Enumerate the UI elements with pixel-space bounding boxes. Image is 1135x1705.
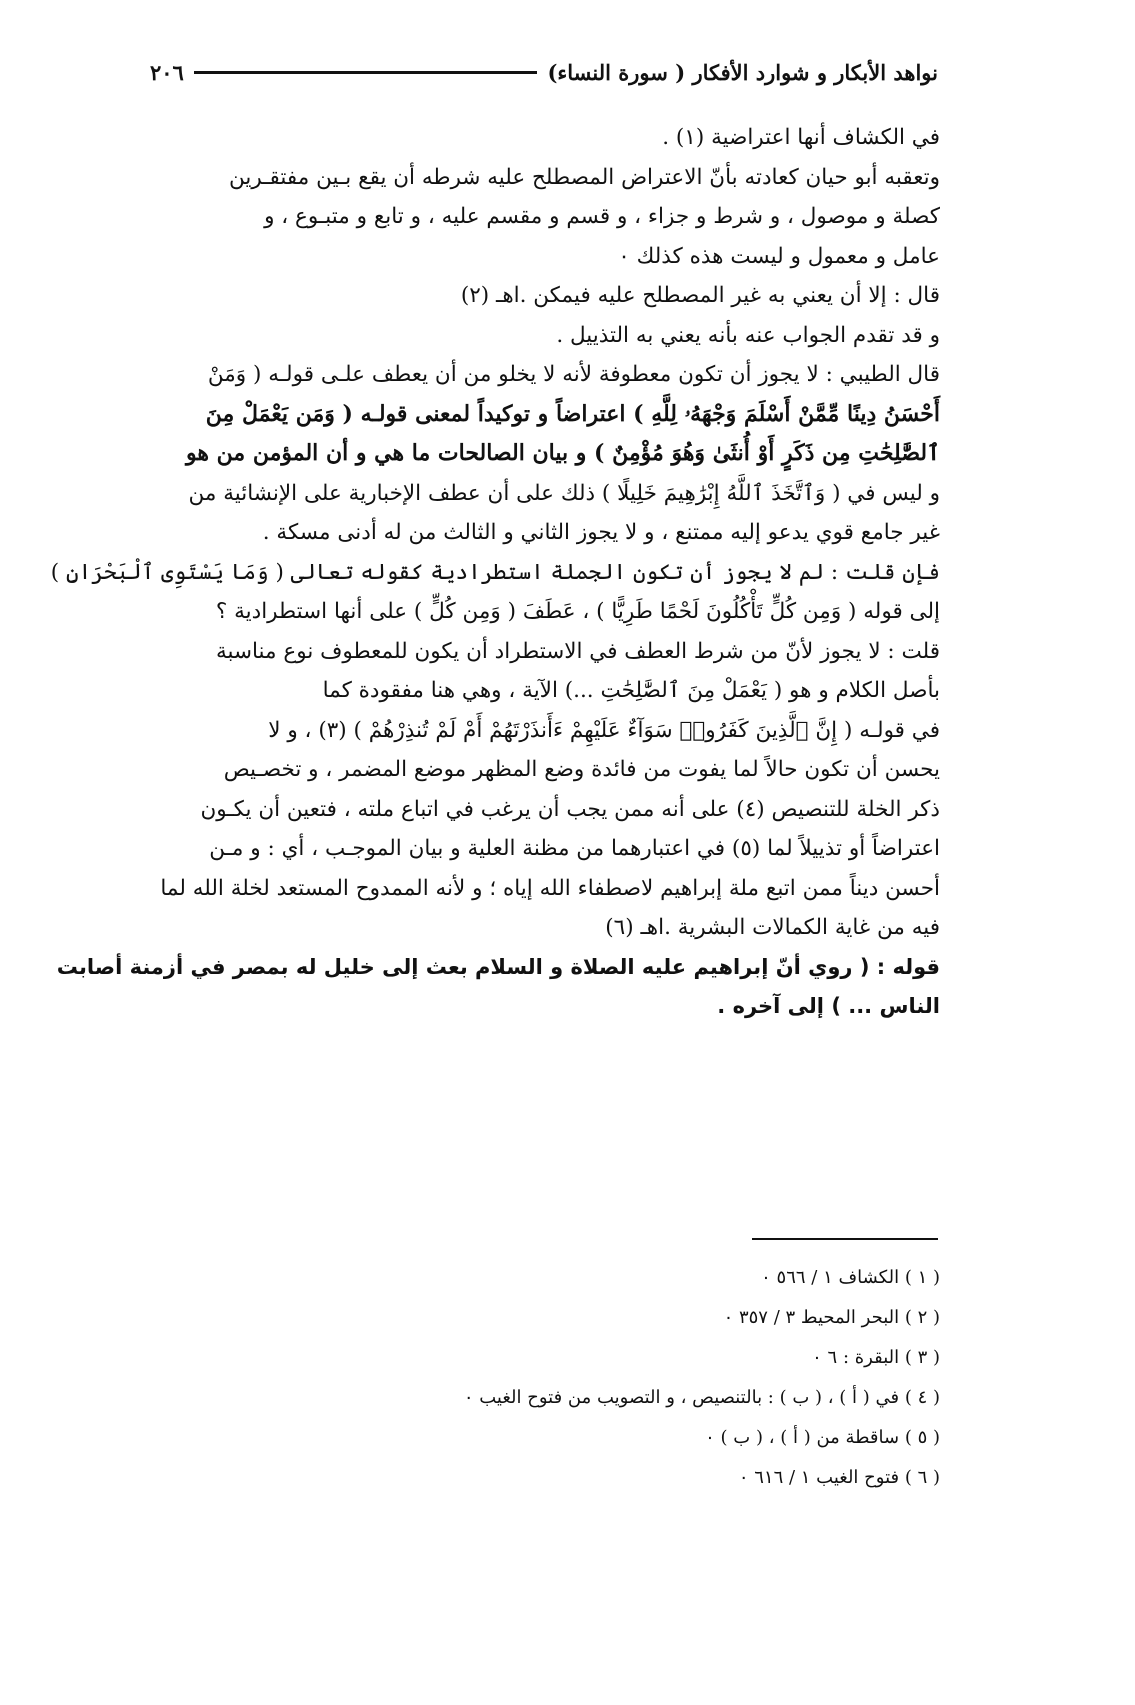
text-line: اعتراضاً أو تذييلاً لما (٥) في اعتبارهما من مظنة العلية و بيان الموجـب ، أي : و مـن (209, 836, 940, 861)
footnote: ( ١ ) الكشاف ١ / ٥٦٦ ٠ (761, 1267, 940, 1288)
footnote: ( ٤ ) في ( أ ) ، ( ب ) : بالتنصيص ، و التصويب من فتوح الغيب ٠ (463, 1387, 940, 1408)
footnote-separator (752, 1238, 938, 1240)
text-line: في الكشاف أنها اعتراضية (١) . (662, 125, 940, 150)
footnote: ( ٣ ) البقرة : ٦ ٠ (812, 1347, 940, 1368)
running-header (150, 52, 938, 92)
footnote: ( ٥ ) ساقطة من ( أ ) ، ( ب ) ٠ (705, 1427, 940, 1448)
text-line: كصلة و موصول ، و شرط و جزاء ، و قسم و مقسم عليه ، و تابع و متبـوع ، و (264, 204, 940, 229)
text-line: وتعقبه أبو حيان كعادته بأنّ الاعتراض المصطلح عليه شرطه أن يقع بـين مفتقـرين (229, 164, 940, 190)
page-number: ٢٠٦ (150, 59, 184, 85)
text-line: فإن قلت : لم لا يجوز أن تكون الجملة استطرادية كقوله تعالى ( وَمَا يَسْتَوِى ٱلْبَحْرَانِ ) (50, 559, 940, 585)
footnotes (140, 1258, 940, 1498)
text-line: و قد تقدم الجواب عنه بأنه يعني به التذييل . (556, 322, 940, 348)
text-line: غير جامع قوي يدعو إليه ممتنع ، و لا يجوز الثاني و الثالث من له أدنى مسكة . (262, 520, 940, 545)
text-line: قال : إلا أن يعني به غير المصطلح عليه فيمكن .اهـ (٢) (460, 283, 940, 308)
commentary-heading: الناس ... ) إلى آخره . (717, 994, 940, 1018)
main-text (50, 118, 940, 1027)
text-line: أحسن ديناً ممن اتبع ملة إبراهيم لاصطفاء الله إياه ؛ و لأنه الممدوح المستعد لخلة الله لما (160, 875, 940, 901)
header-rule (194, 71, 538, 74)
text-line: ذكر الخلة للتنصيص (٤) على أنه ممن يجب أن يرغب في اتباع ملته ، فتعين أن يكـون (200, 796, 940, 822)
text-line: عامل و معمول و ليست هذه كذلك ٠ (618, 243, 940, 269)
text-line: قلت : لا يجوز لأنّ من شرط العطف في الاستطراد أن يكون للمعطوف نوع مناسبة (215, 638, 940, 664)
commentary-heading: قوله : ( روي أنّ إبراهيم عليه الصلاة و السلام بعث إلى خليل له بمصر في أزمنة أصابت (56, 954, 940, 979)
footnote: ( ٦ ) فتوح الغيب ١ / ٦١٦ ٠ (738, 1467, 940, 1488)
footnote: ( ٢ ) البحر المحيط ٣ / ٣٥٧ ٠ (723, 1307, 940, 1328)
text-line: قال الطيبي : لا يجوز أن تكون معطوفة لأنه لا يخلو من أن يعطف علـى قولـه ( وَمَنْ (207, 362, 940, 387)
text-line: في قولـه ( إِنَّ ٱلَّذِينَ كَفَرُوا۟ سَوَآءٌ عَلَيْهِمْ ءَأَنذَرْتَهُمْ أَمْ لَمْ تُنذِرْهُمْ ) (٣) ، و لا (268, 717, 940, 743)
header-title: نواهد الأبكار و شوارد الأفكار ( سورة النساء) (547, 59, 938, 85)
text-line: و ليس في ( وَٱتَّخَذَ ٱللَّهُ إِبْرَٰهِيمَ خَلِيلًا ) ذلك على أن عطف الإخبارية على الإنشائية من (188, 480, 940, 506)
text-line: فيه من غاية الكمالات البشرية .اهـ (٦) (605, 915, 940, 940)
text-line: إلى قوله ( وَمِن كُلٍّ تَأْكُلُونَ لَحْمًا طَرِيًّا ) ، عَطَفَ ( وَمِن كُلٍّ ) على أنها استطرادية ؟ (215, 599, 940, 624)
text-line-quran: أَحْسَنُ دِينًا مِّمَّنْ أَسْلَمَ وَجْهَهُۥ لِلَّهِ ) اعتراضاً و توكيداً لمعنى قولـه ( وَمَن يَعْمَلْ مِنَ (205, 400, 940, 427)
text-line-quran: ٱلصَّٰلِحَٰتِ مِن ذَكَرٍ أَوْ أُنثَىٰ وَهُوَ مُؤْمِنٌ ) و بيان الصالحات ما هي و أن المؤمن من هو (186, 440, 940, 466)
text-line: بأصل الكلام و هو ( يَعْمَلْ مِنَ ٱلصَّٰلِحَٰتِ ...) الآية ، وهي هنا مفقودة كما (322, 678, 940, 703)
text-line: يحسن أن تكون حالاً لما يفوت من فائدة وضع المظهر موضع المضمر ، و تخصـيص (223, 757, 940, 782)
